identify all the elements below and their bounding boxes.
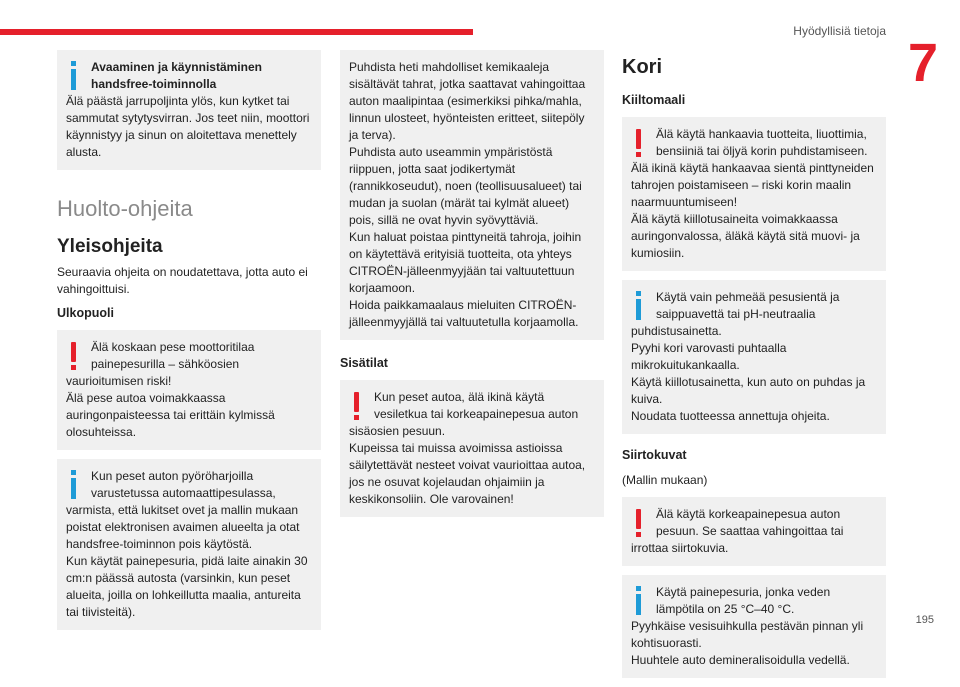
- info-box-outside: [57, 459, 321, 630]
- info-icon: [631, 291, 649, 321]
- info-box-decals: [622, 575, 886, 678]
- section-title: Hyödyllisiä tietoja: [793, 24, 886, 38]
- column-1: [57, 50, 321, 639]
- info-icon: [66, 470, 84, 500]
- header-accent-bar: [0, 29, 473, 35]
- warning-box-gloss: [622, 117, 886, 271]
- info-icon: [66, 61, 84, 91]
- general-heading: Yleisohjeita: [57, 236, 163, 257]
- box-line: Huuhtele auto demineralisoidulla vedellä.: [631, 653, 850, 667]
- maintenance-heading: Huolto-ohjeita: [57, 196, 193, 221]
- chapter-number: 7: [907, 33, 938, 93]
- box-line: Älä käytä korkeapainepesua auton pesuun. Se saattaa vahingoittaa tai irrottaa siirtokuvia.: [631, 507, 844, 555]
- warning-box-interior: [340, 380, 604, 517]
- box-line: Älä koskaan pese moottoritilaa painepesurilla – sähköosien vaurioitumisen riski!: [66, 340, 255, 388]
- info-box-heading: Avaaminen ja käynnistäminen handsfree-toiminnolla: [91, 60, 262, 91]
- box-line: Käytä vain pehmeää pesusientä ja saippuavettä tai pH-neutraalia puhdistusainetta.: [631, 290, 840, 338]
- box-line: Puhdista heti mahdolliset kemikaaleja sisältävät tahrat, jotka saattavat vahingoittaa auton maalipintaa (esimerkiksi pihka/mahla, linnun ulosteet, hyönteisten eritteet, siitepöly ja terva).: [349, 60, 586, 142]
- box-line: Hoida paikkamaalaus mieluiten CITROËN-jälleenmyyjällä tai valtuutetulla korjaamolla.: [349, 298, 579, 329]
- info-icon: [631, 586, 649, 616]
- info-box-handsfree: [57, 50, 321, 170]
- decals-heading: Siirtokuvat: [622, 448, 687, 462]
- box-line: Pyyhkäise vesisuihkulla pestävän pinnan yli kohtisuorasti.: [631, 619, 864, 650]
- gloss-heading: Kiiltomaali: [622, 93, 686, 107]
- text-box-chemicals: [340, 50, 604, 340]
- column-2: [340, 50, 604, 526]
- box-line: Noudata tuotteessa annettuja ohjeita.: [631, 409, 830, 423]
- warning-box-decals: [622, 497, 886, 566]
- general-intro: Seuraavia ohjeita on noudatettava, jotta auto ei vahingoittuisi.: [57, 265, 308, 296]
- box-line: Käytä kiillotusainetta, kun auto on puhdas ja kuiva.: [631, 375, 866, 406]
- box-line: Älä käytä kiillotusaineita voimakkaassa auringonvalossa, äläkä käytä sitä muovi- ja kumiosiin.: [631, 212, 860, 260]
- warning-icon: [349, 391, 367, 421]
- box-line: Pyyhi kori varovasti puhtaalla mikrokuitukankaalla.: [631, 341, 787, 372]
- box-line: Kun käytät painepesuria, pidä laite ainakin 30 cm:n päässä autosta (varsinkin, kun peset alueita, joilla on lohkeillutta maalia, antureita tai tiivisteitä).: [66, 554, 308, 619]
- warning-icon: [631, 128, 649, 158]
- column-3: [622, 50, 886, 687]
- decals-note: (Mallin mukaan): [622, 473, 708, 487]
- box-line: Kun haluat poistaa pinttyneitä tahroja, joihin on käytettävä erityisiä tuotteita, ota yhteys CITROËN-jälleenmyyjään tai valtuutettuun korjaamoon.: [349, 230, 582, 295]
- box-line: Puhdista auto useammin ympäristöstä riippuen, jotta saat jodikertymät (rannikkoseudut), noen (teollisuusalueet) tai mudan ja suolan (märät tai kylmät alueet) pois, sillä ne ovat hyvin syövyttäviä.: [349, 145, 582, 227]
- box-line: Älä ikinä käytä hankaavaa sientä pinttyneiden tahrojen poistamiseen – riski korin maalin naarmuuntumiseen!: [631, 161, 874, 209]
- warning-box-outside: [57, 330, 321, 450]
- warning-icon: [66, 341, 84, 371]
- box-line: Käytä painepesuria, jonka veden lämpötila on 25 °C–40 °C.: [656, 585, 831, 616]
- interior-heading: Sisätilat: [340, 356, 388, 370]
- warning-icon: [631, 508, 649, 538]
- outside-heading: Ulkopuoli: [57, 306, 114, 320]
- box-line: Älä käytä hankaavia tuotteita, liuottimia, bensiiniä tai öljyä korin puhdistamiseen.: [656, 127, 868, 158]
- page-number: 195: [915, 614, 934, 626]
- info-box-text: Älä päästä jarrupoljinta ylös, kun kytket tai sammutat sytytysvirran. Jos teet niin, moottori käynnistyy ja sinun on aloitettava menettely alusta.: [66, 94, 310, 159]
- box-line: Kupeissa tai muissa avoimissa astioissa säilytettävät nesteet voivat vaurioittaa autoa, jos ne osuvat kojelaudan ohjaimiin ja keskikonsoliin. Ole varovainen!: [349, 441, 586, 506]
- box-line: Kun peset auton pyöröharjoilla varustetussa automaattipesulassa, varmista, että lukitset ovet ja mallin mukaan poistat elektronisen avaimen alueelta ja otat handsfree-toiminnon pois käytöstä.: [66, 469, 300, 551]
- info-box-gloss: [622, 280, 886, 434]
- box-line: Kun peset autoa, älä ikinä käytä vesiletkua tai korkeapainepesua auton sisäosien pesuun.: [349, 390, 579, 438]
- body-heading: Kori: [622, 56, 662, 78]
- box-line: Älä pese autoa voimakkaassa auringonpaisteessa tai erittäin kylmissä olosuhteissa.: [66, 391, 275, 439]
